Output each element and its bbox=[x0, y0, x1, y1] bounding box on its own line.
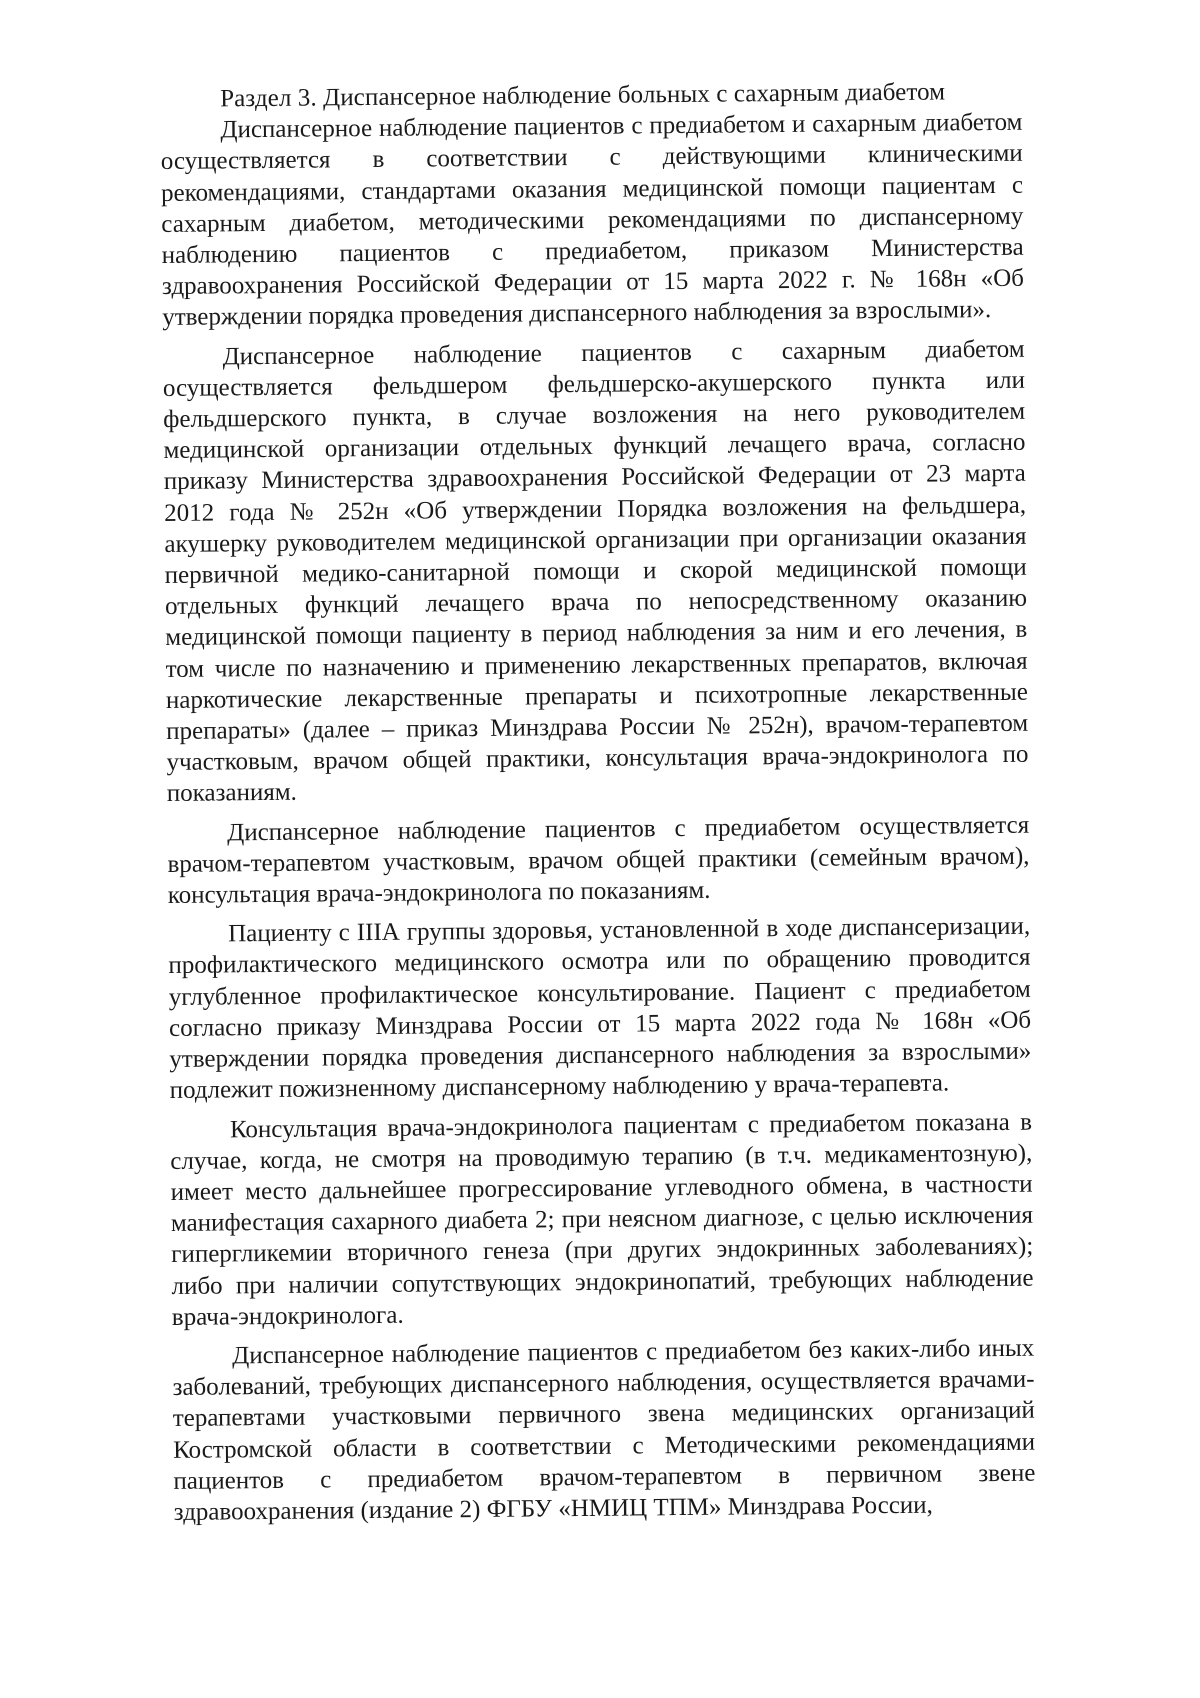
paragraph-prediabetes-without-comorbidities: Диспансерное наблюдение пациентов с предиабетом без каких-либо иных заболеваний, требующих диспансерного наблюдения, осуществляется врачами-терапевтами участковыми первичного звена медицинских организаций Костромской области в соответствии с Методическими рекомендациями пациентов с предиабетом врачом-терапевтом в первичном звене здравоохранения (издание 2) ФГБУ «НМИЦ ТПМ» Минздрава России, bbox=[172, 1334, 1036, 1526]
paragraph-endocrinologist-consultation: Консультация врача-эндокринолога пациентам с предиабетом показана в случае, когда, не смотря на проводимую терапию (в т.ч. медикаментозную), имеет место дальнейшее прогрессирование углеводного обмена, в частности манифестация сахарного диабета 2; при неясном диагнозе, с целью исключения гипергликемии вторичного генеза (при других эндокринных заболеваниях); либо при наличии сопутствующих эндокринопатий, требующих наблюдение врача-эндокринолога. bbox=[170, 1108, 1034, 1331]
section-title: Раздел 3. Диспансерное наблюдение больных с сахарным диабетом bbox=[220, 78, 946, 113]
paragraph-health-group-iiia: Пациенту с IIIА группы здоровья, установленной в ходе диспансеризации, профилактического медицинского осмотра или по обращению проводится углубленное профилактическое консультирование. Пациент с предиабетом согласно приказу Минздрава России от 15 марта 2022 года № 168н «Об утверждении порядка проведения диспансерного наблюдения за взрослыми» подлежит пожизненному диспансерному наблюдению у врача-терапевта. bbox=[168, 912, 1032, 1105]
document-page bbox=[160, 76, 1036, 1528]
paragraph-legal-basis: Диспансерное наблюдение пациентов с предиабетом и сахарным диабетом осуществляется в соответствии с действующими клиническими рекомендациями, стандартами оказания медицинской помощи пациентам с сахарным диабетом, методическими рекомендациями по диспансерному наблюдению пациентов с предиабетом, приказом Министерства здравоохранения Российской Федерации от 15 марта 2022 г. № 168н «Об утверждении порядка проведения диспансерного наблюдения за взрослыми». bbox=[160, 108, 1025, 332]
paragraph-diabetes-observation: Диспансерное наблюдение пациентов с сахарным диабетом осуществляется фельдшером фельдшерско-акушерского пункта или фельдшерского пункта, в случае возложения на него руководителем медицинской организации отдельных функций лечащего врача, согласно приказу Министерства здравоохранения Российской Федерации от 23 марта 2012 года № 252н «Об утверждении Порядка возложения на фельдшера, акушерку руководителем медицинской организации при организации оказания первичной медико-санитарной помощи и скорой медицинской помощи отдельных функций лечащего врача по непосредственному оказанию медицинской помощи пациенту в период наблюдения за ним и его лечения, в том числе по назначению и применению лекарственных препаратов, включая наркотические лекарственные препараты и психотропные лекарственные препараты» (далее – приказ Минздрава России № 252н), врачом-терапевтом участковым, врачом общей практики, консультация врача-эндокринолога по показаниям. bbox=[162, 335, 1029, 808]
paragraph-prediabetes-observation: Диспансерное наблюдение пациентов с предиабетом осуществляется врачом-терапевтом участковым, врачом общей практики (семейным врачом), консультация врача-эндокринолога по показаниям. bbox=[167, 811, 1030, 910]
